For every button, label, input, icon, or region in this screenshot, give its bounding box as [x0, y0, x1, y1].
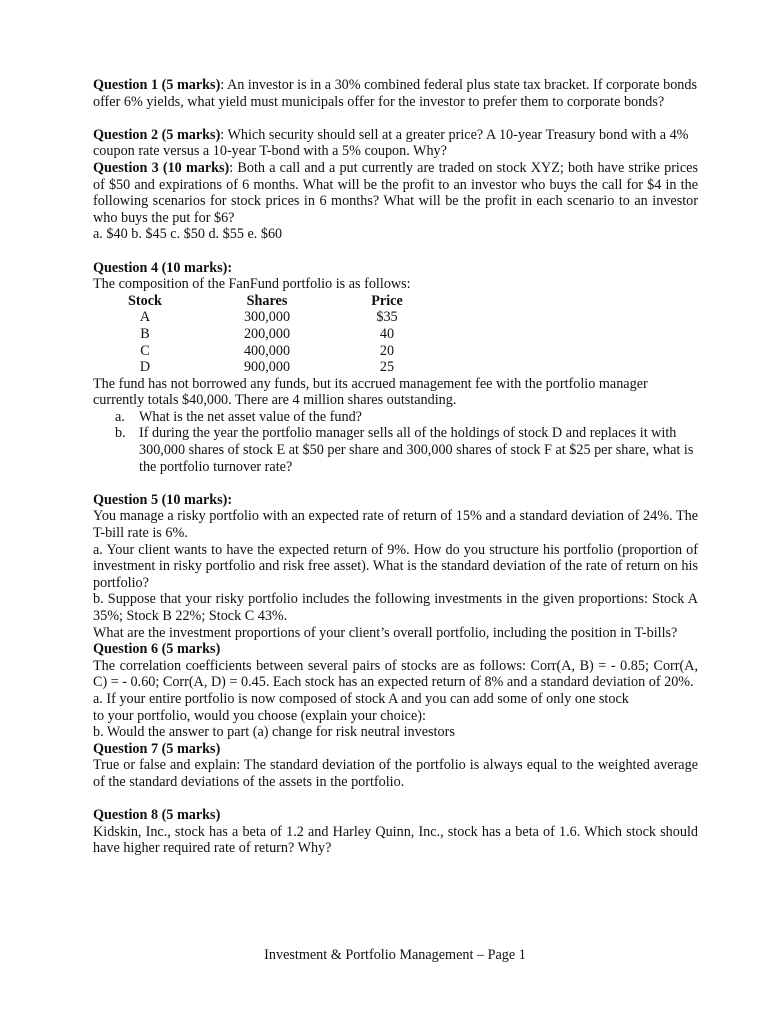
- cell-price: 25: [379, 359, 395, 376]
- list-marker: a.: [115, 408, 125, 425]
- holdings-header-row: [93, 293, 437, 310]
- cell-shares: 900,000: [243, 359, 291, 376]
- question-3-text: : Both a call and a put currently are traded on stock XYZ; both have strike prices of $50 and expirations of 6 months. What will be the profit to an investor who buys the call for $4 in the following scenarios for stock prices in 6 months? What will be the profit in each scenario to an investor who buys the put for $6?: [93, 159, 698, 226]
- question-6-heading: Question 6 (5 marks): [93, 641, 221, 658]
- document-page: [93, 77, 698, 857]
- cell-shares: 300,000: [243, 309, 291, 326]
- question-5-p3: b. Suppose that your risky portfolio includes the following investments in the given proportions: Stock A 35%; Stock B 22%; Stock C 43%.: [93, 591, 698, 624]
- question-4: [93, 260, 698, 277]
- question-7-p1: True or false and explain: The standard deviation of the portfolio is always equal to the weighted average of the standard deviations of the assets in the portfolio.: [93, 757, 698, 790]
- cell-stock: A: [139, 309, 151, 326]
- cell-shares: 200,000: [243, 325, 291, 342]
- cell-price: 40: [379, 325, 395, 342]
- cell-stock: C: [140, 342, 150, 359]
- question-6-p3: b. Would the answer to part (a) change for risk neutral investors: [93, 724, 455, 741]
- question-7-heading: Question 7 (5 marks): [93, 740, 221, 757]
- list-item-text: What is the net asset value of the fund?: [139, 408, 362, 425]
- question-2: [93, 127, 698, 160]
- question-6-p2b: to your portfolio, would you choose (explain your choice):: [93, 707, 426, 724]
- question-4-intro: The composition of the FanFund portfolio is as follows:: [93, 276, 411, 293]
- cell-stock: D: [139, 359, 151, 376]
- column-header-shares: Shares: [246, 292, 288, 309]
- table-row: [93, 326, 437, 343]
- question-8-heading: Question 8 (5 marks): [93, 807, 221, 824]
- question-6: [93, 641, 698, 658]
- question-1-text: : An investor is in a 30% combined federal plus state tax bracket. If corporate bonds offer 6% yields, what yield must municipals offer for the investor to prefer them to corporate bonds?: [93, 77, 698, 110]
- table-row: [93, 359, 437, 376]
- question-7: [93, 741, 698, 758]
- question-3-heading: Question 3 (10 marks): [93, 159, 230, 176]
- question-5-p1: You manage a risky portfolio with an expected rate of return of 15% and a standard deviation of 24%. The T-bill rate is 6%.: [93, 508, 698, 542]
- question-6-p2a: a. If your entire portfolio is now composed of stock A and you can add some of only one stock: [93, 690, 629, 707]
- table-row: [93, 309, 437, 326]
- list-item: [115, 408, 698, 426]
- cell-shares: 400,000: [243, 342, 291, 359]
- question-1-heading: Question 1 (5 marks): [93, 77, 221, 93]
- question-3-options: a. $40 b. $45 c. $50 d. $55 e. $60: [93, 226, 283, 243]
- question-2-heading: Question 2 (5 marks): [93, 126, 221, 143]
- question-4-heading: Question 4 (10 marks):: [93, 259, 233, 276]
- question-5-p2: a. Your client wants to have the expected return of 9%. How do you structure his portfolio (proportion of investment in risky portfolio and risk free asset). What is the standard deviation of the rate of return on his portfolio?: [93, 541, 698, 591]
- question-8: [93, 807, 698, 824]
- list-marker: b.: [115, 425, 126, 442]
- page-footer: Investment & Portfolio Management – Page 1: [264, 947, 526, 963]
- cell-stock: B: [140, 325, 150, 342]
- question-4-subquestions: [93, 409, 698, 475]
- question-6-p1: The correlation coefficients between several pairs of stocks are as follows: Corr(A, B) = - 0.85; Corr(A, C) = - 0.60; Corr(A, D) = 0.45. Each stock has an expected return of 8% and a standard deviation of 20%.: [93, 657, 698, 691]
- list-item: [115, 425, 698, 475]
- question-5: [93, 492, 698, 509]
- question-3: [93, 160, 698, 226]
- cell-price: 20: [379, 342, 395, 359]
- question-2-text: : Which security should sell at a greater price? A 10-year Treasury bond with a 4% coupon rate versus a 10-year T-bond with a 5% coupon. Why?: [93, 126, 689, 160]
- question-4-body: The fund has not borrowed any funds, but its accrued management fee with the portfolio manager currently totals $40,000. There are 4 million shares outstanding.: [93, 375, 648, 409]
- question-5-p4: What are the investment proportions of your client’s overall portfolio, including the position in T-bills?: [93, 624, 678, 641]
- cell-price: $35: [376, 309, 398, 326]
- holdings-table: [93, 293, 437, 376]
- question-5-heading: Question 5 (10 marks):: [93, 491, 233, 508]
- list-item-text: If during the year the portfolio manager sells all of the holdings of stock D and replaces it with 300,000 shares of stock E at $50 per share and 300,000 shares of stock F at $25 per share, what is the portfolio turnover rate?: [139, 425, 694, 475]
- column-header-price: Price: [371, 292, 403, 309]
- table-row: [93, 343, 437, 360]
- question-8-p1: Kidskin, Inc., stock has a beta of 1.2 and Harley Quinn, Inc., stock has a beta of 1.6. Which stock should have higher required rate of return? Why?: [93, 823, 698, 857]
- column-header-stock: Stock: [128, 292, 162, 309]
- question-1: [93, 77, 698, 110]
